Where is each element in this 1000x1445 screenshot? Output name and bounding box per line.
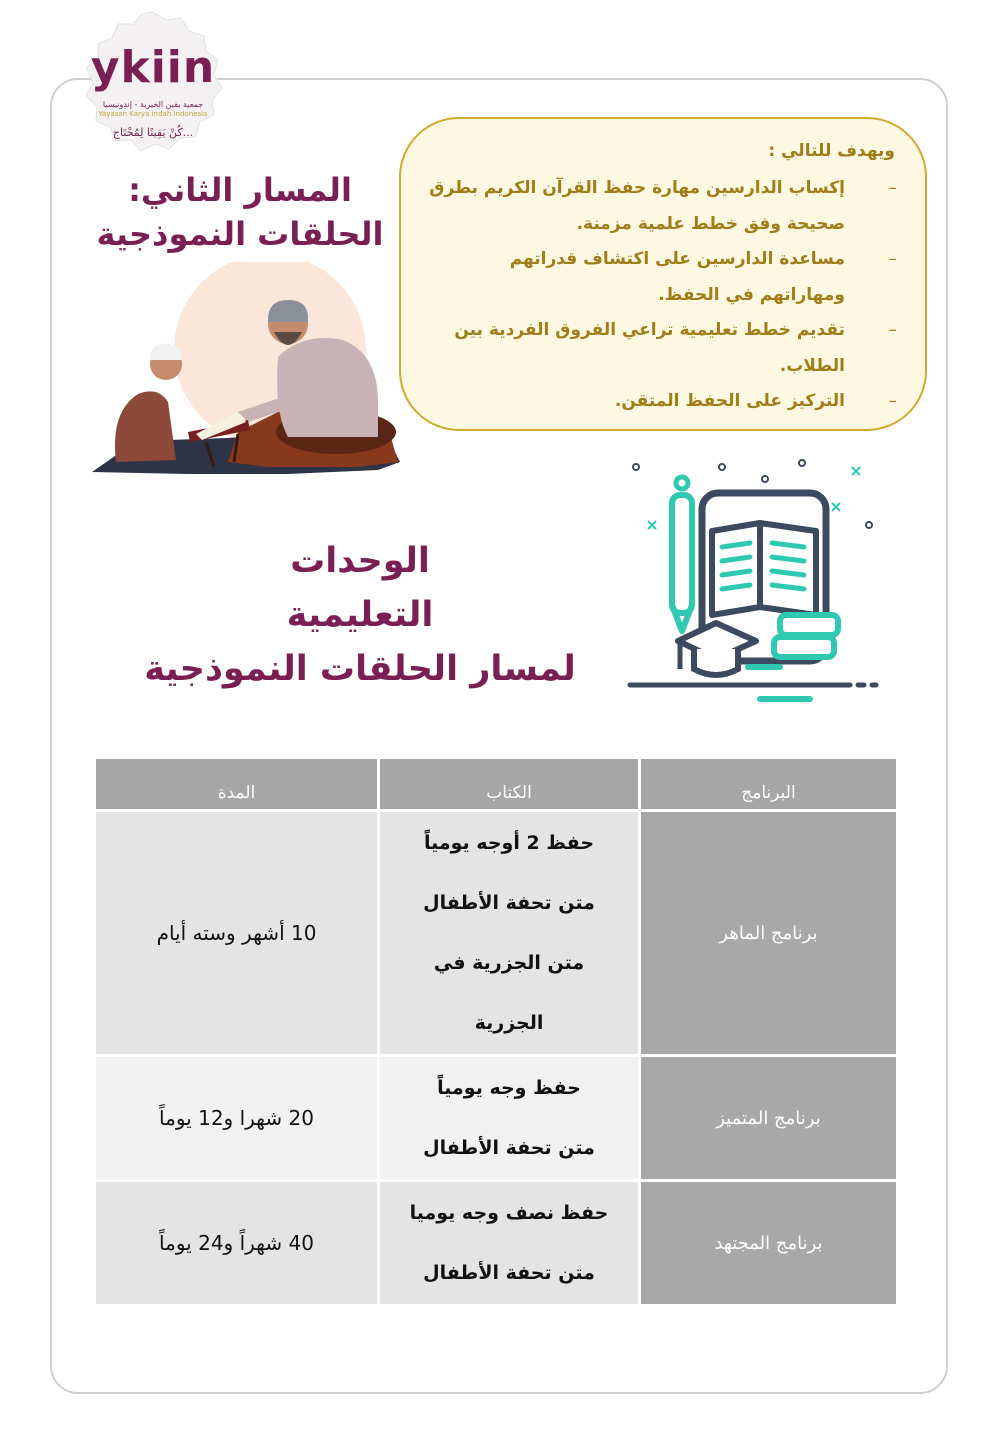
book-cell	[380, 1057, 638, 1179]
teacher-student-illustration	[88, 262, 408, 482]
header-duration: المدة	[96, 759, 377, 809]
program-name: برنامج الماهر	[641, 812, 896, 1054]
table-row	[96, 812, 896, 1054]
book-line: متن تحفة الأطفال	[423, 1137, 595, 1159]
book-line: متن تحفة الأطفال	[423, 892, 595, 914]
units-title-line2: التعليمية	[286, 595, 434, 635]
book-line: حفظ نصف وجه يوميا	[409, 1202, 609, 1224]
logo	[78, 10, 228, 156]
track-title-line2: الحلقات النموذجية	[96, 215, 384, 253]
program-name: برنامج المجتهد	[641, 1182, 896, 1304]
duration-cell: 20 شهرا و12 يوماً	[96, 1057, 377, 1179]
units-title	[110, 534, 610, 696]
education-icon	[620, 455, 890, 715]
programs-table	[93, 756, 899, 1307]
logo-tagline: كُنْ يَقِينًا لِمُحْتَاج...	[112, 126, 194, 139]
logo-subtitle-en: Yayasan Karya Indah Indonesia	[98, 110, 208, 118]
table-header-row	[96, 759, 896, 809]
book-line: متن الجزرية في	[433, 952, 585, 974]
units-title-line3: لمسار الحلقات النموذجية	[144, 649, 576, 689]
book-cell	[380, 1182, 638, 1304]
book-line: حفظ وجه يومياً	[437, 1077, 581, 1099]
goal-item: – إكساب الدارسين مهارة حفظ القرآن الكريم بطرق صحيحة وفق خطط علمية مزمنة.	[421, 171, 901, 242]
track-title	[60, 168, 420, 256]
header-book: الكتاب	[380, 759, 638, 809]
logo-brand: ykiin	[90, 42, 216, 93]
goals-box	[399, 117, 927, 431]
goal-item: – تقديم خطط تعليمية تراعي الفروق الفردية بين الطلاب.	[421, 313, 901, 384]
book-line: حفظ 2 أوجه يومياً	[423, 832, 595, 854]
goals-intro: ويهدف للتالي :	[768, 141, 895, 161]
program-name: برنامج المتميز	[641, 1057, 896, 1179]
duration-cell: 40 شهراً و24 يوماً	[96, 1182, 377, 1304]
goal-item: – مساعدة الدارسين على اكتشاف قدراتهم ومهاراتهم في الحفظ.	[421, 242, 901, 313]
duration-cell: 10 أشهر وسته أيام	[96, 812, 377, 1054]
table-row	[96, 1057, 896, 1179]
table-row	[96, 1182, 896, 1304]
logo-subtitle-ar: جمعية يقين الخيرية - إندونيسيا	[102, 100, 204, 109]
goal-item: – التركيز على الحفظ المتقن.	[421, 384, 901, 420]
units-title-line1: الوحدات	[290, 541, 430, 581]
book-line: متن تحفة الأطفال	[423, 1262, 595, 1284]
header-program: البرنامج	[641, 759, 896, 809]
book-line: الجزرية	[474, 1012, 544, 1034]
track-title-line1: المسار الثاني:	[128, 171, 352, 209]
book-cell	[380, 812, 638, 1054]
goals-list	[421, 171, 901, 420]
